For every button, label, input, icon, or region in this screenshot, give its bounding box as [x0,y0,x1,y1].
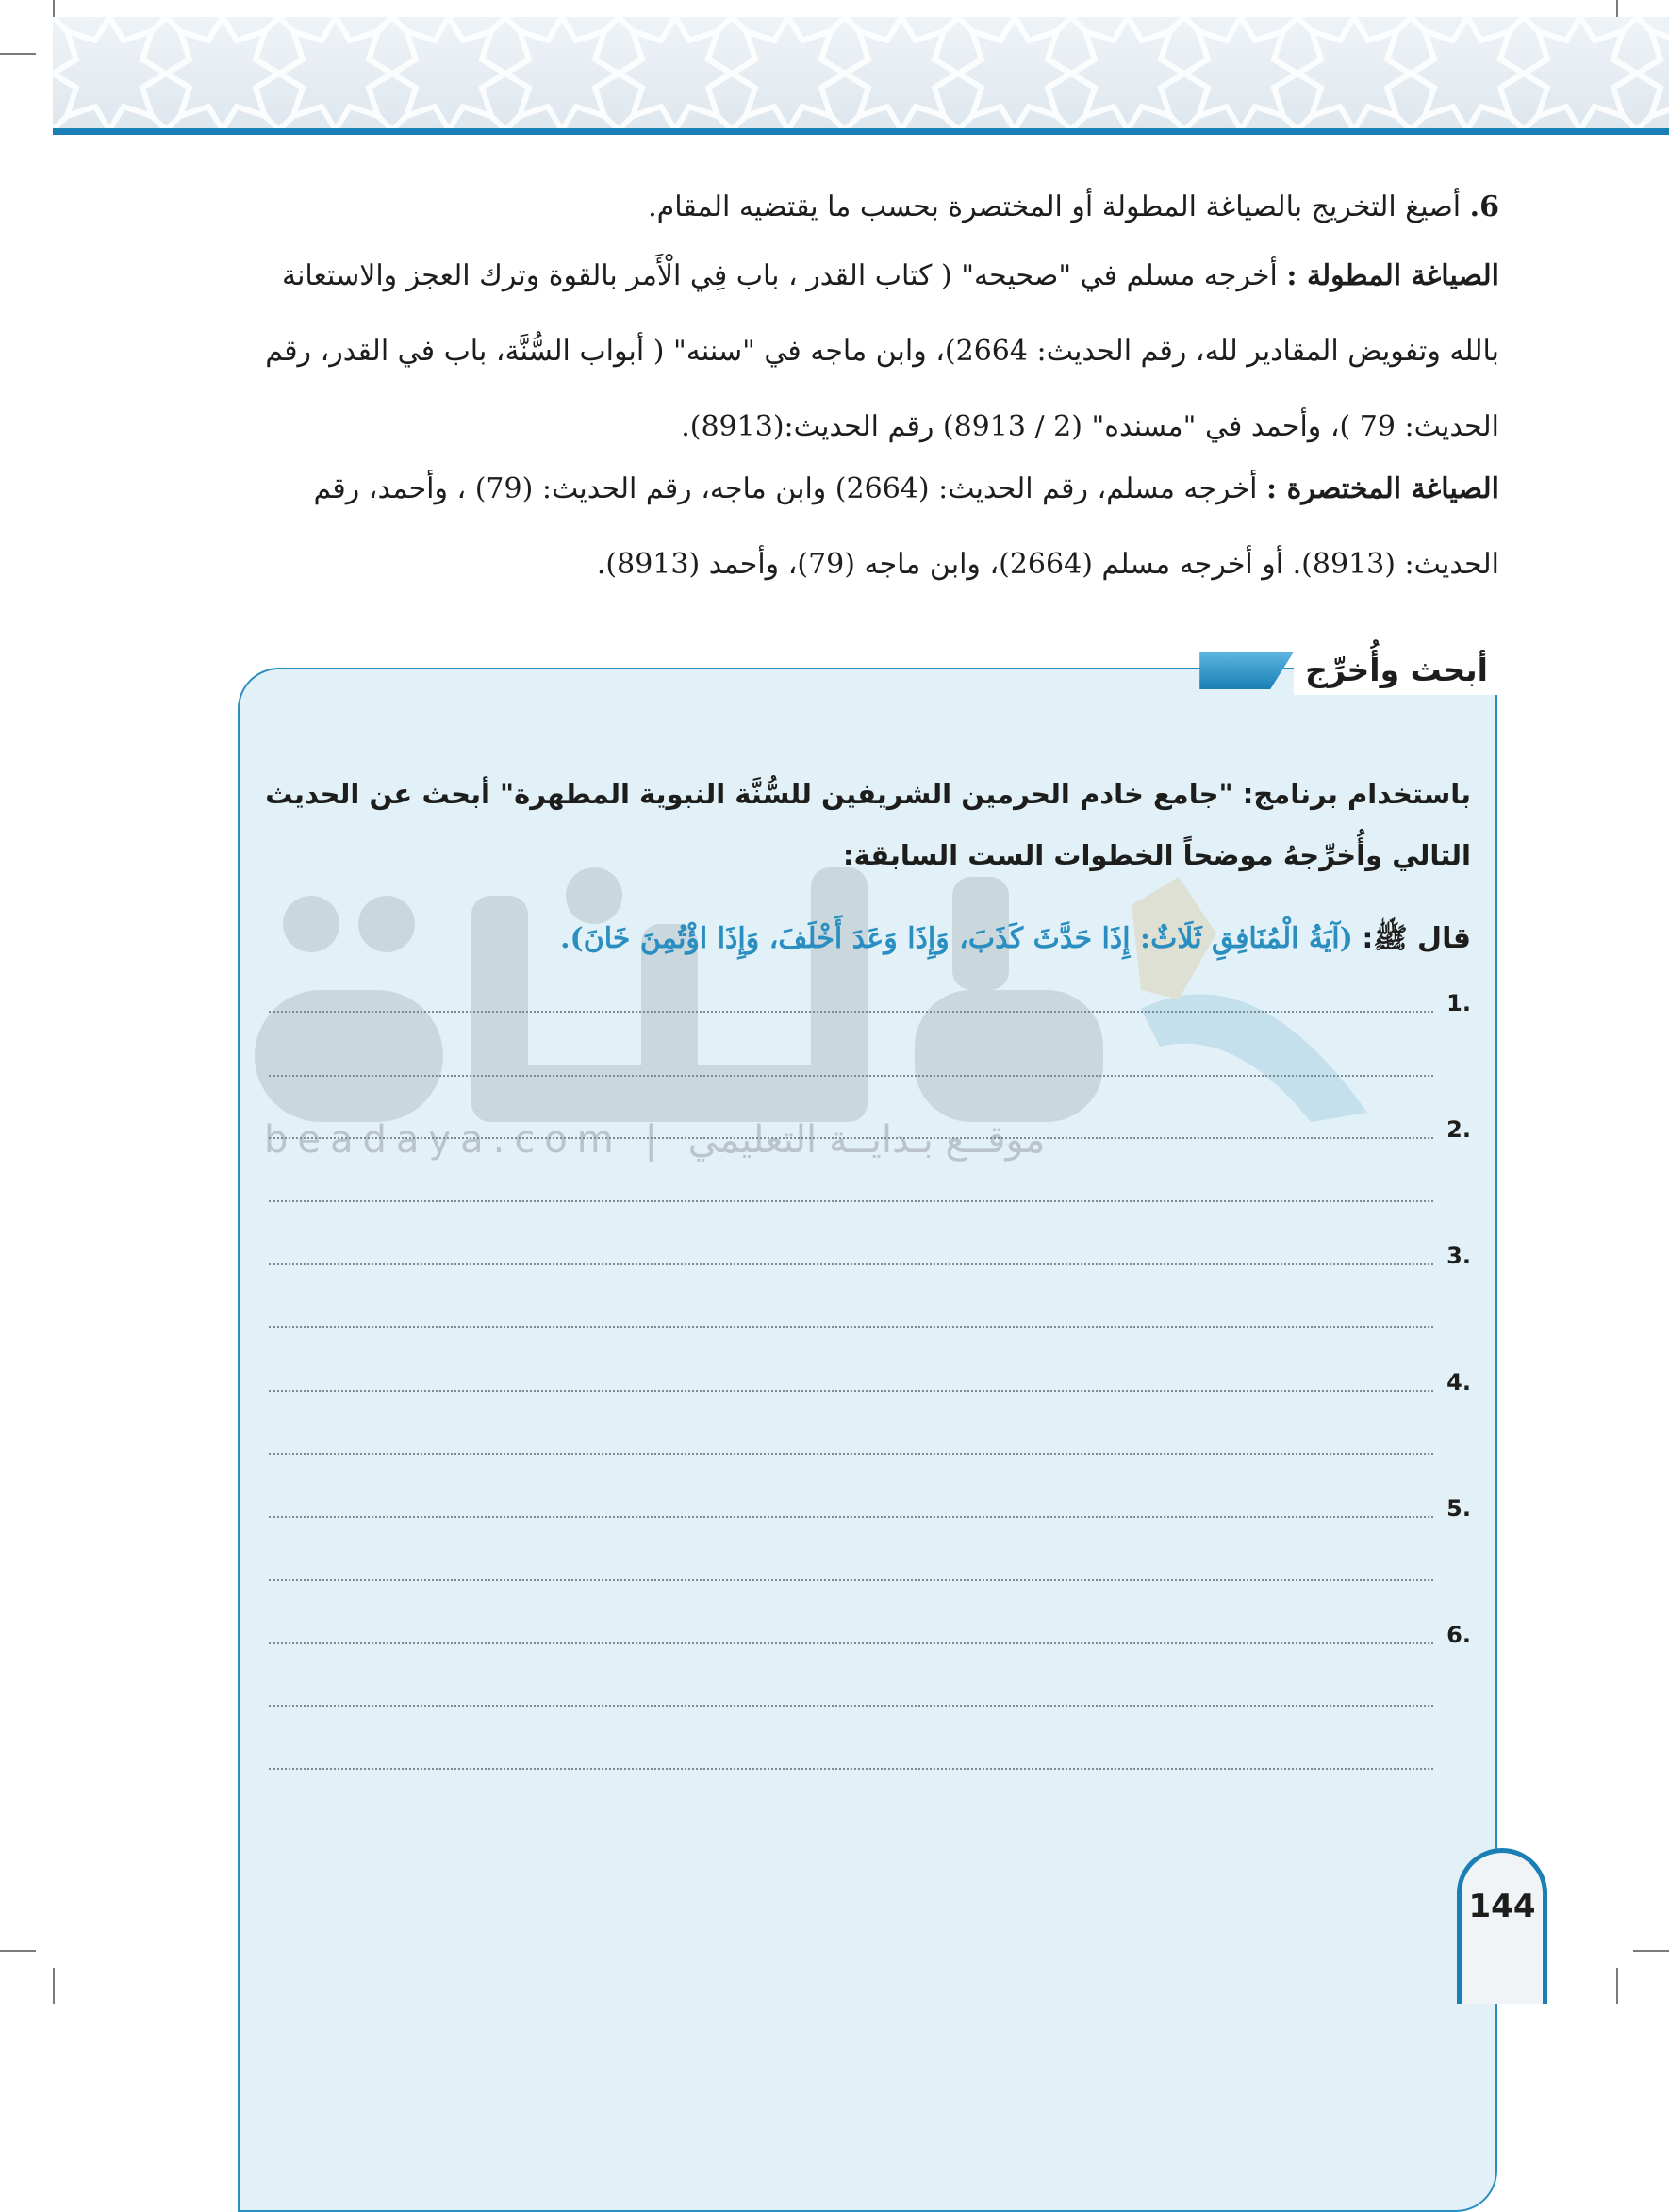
step-label-4: 4. [1446,1369,1471,1395]
short-form-text: أخرجه مسلم، رقم الحديث: (2664) وابن ماجه، رقم الحديث: (79) ، وأحمد، رقم الحديث: (8913). أو أخرجه مسلم (2664)، وابن ماجه (79)، وأحمد (8913). [313,472,1499,581]
activity-title [1199,646,1501,695]
step-label-3: 3. [1446,1243,1471,1269]
answer-line[interactable] [269,1011,1433,1013]
said-label: قال ﷺ: [1362,922,1471,955]
header-rule [53,128,1669,135]
step-label-5: 5. [1446,1495,1471,1522]
hadith-text: (آيَةُ الْمُنَافِقِ ثَلَاثٌ: إِذَا حَدَّثَ كَذَبَ، وَإِذَا وَعَدَ أَخْلَفَ، وَإِذَا اؤْتُمِنَ خَانَ). [560,922,1353,955]
long-form-label: الصياغة المطولة : [1286,259,1499,292]
page-number-tab [1457,1848,1547,2004]
step-label-2: 2. [1446,1116,1471,1143]
answer-line[interactable] [269,1453,1433,1455]
step-number: 6. [1469,190,1499,223]
answer-line[interactable] [269,1768,1433,1770]
answer-line[interactable] [269,1263,1433,1265]
long-form-text: أخرجه مسلم في "صحيحه" ( كتاب القدر ، باب فِي الْأَمر بالقوة وترك العجز والاستعانة بالله وتفويض المقادير لله، رقم الحديث: 2664)، وابن ماجه في "سننه" ( أبواب السُّنَّة، باب في القدر، رقم الحديث: 79 )، وأحمد في "مسنده" (2 / 8913) رقم الحديث:(8913). [265,259,1499,443]
short-form-paragraph [226,452,1499,603]
crop-mark [1633,1950,1669,1952]
watermark-text: beadaya.com | موقــع بـدايــة التعليمي [264,1118,1046,1162]
answer-line[interactable] [269,1326,1433,1328]
step-6-paragraph [226,170,1499,245]
crop-mark [0,53,36,55]
title-tab-shape [1199,652,1294,689]
hadith-line [264,911,1471,967]
answer-line[interactable] [269,1390,1433,1392]
crop-mark [1616,1968,1618,2004]
page-number: 144 [1468,1888,1536,1925]
answer-line[interactable] [269,1516,1433,1518]
long-form-paragraph [226,239,1499,465]
answer-line[interactable] [269,1075,1433,1077]
answer-line[interactable] [269,1642,1433,1644]
step-label-6: 6. [1446,1622,1471,1648]
answer-line[interactable] [269,1705,1433,1707]
activity-title-label: أبحث وأُخرِّج [1294,646,1501,695]
answer-line[interactable] [269,1579,1433,1581]
answer-line[interactable] [269,1137,1433,1139]
step-label-1: 1. [1446,990,1471,1016]
activity-instruction: باستخدام برنامج: "جامع خادم الحرمين الشريفين للسُّنَّة النبوية المطهرة" أبحث عن الحديث التالي وأُخرِّجهُ موضحاً الخطوات الست السابقة: [265,778,1471,871]
answer-line[interactable] [269,1200,1433,1202]
header-pattern-band [53,17,1669,128]
crop-mark [0,1950,36,1952]
short-form-label: الصياغة المختصرة : [1266,472,1499,505]
step-text: أصيغ التخريج بالصياغة المطولة أو المختصرة بحسب ما يقتضيه المقام. [648,190,1462,223]
crop-mark [53,1968,55,2004]
